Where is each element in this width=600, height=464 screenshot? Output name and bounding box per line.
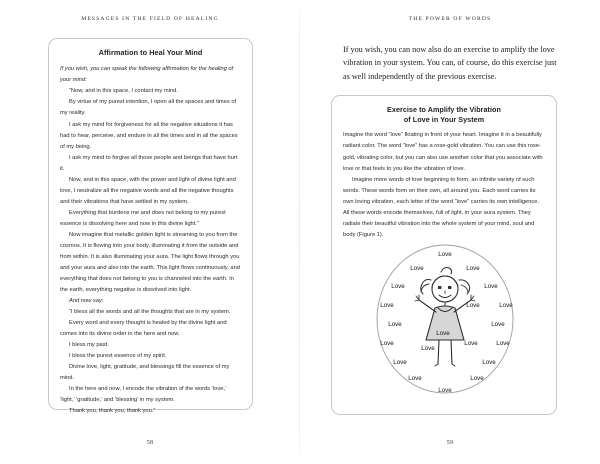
eye-right bbox=[448, 286, 451, 289]
love-word: Love bbox=[466, 264, 480, 272]
affirmation-paragraph-12: I bless the purest essence of my spirit. bbox=[69, 353, 167, 360]
affirmation-paragraph-0: If you wish, you can speak the following affirmation for the healing of your mind: bbox=[60, 66, 234, 84]
affirmation-paragraph-3: I ask my mind for forgiveness for all the negative situations it has had to hear, perceive, and endure in all the times and in all the spaces of my being. bbox=[60, 121, 238, 150]
hand-right bbox=[471, 295, 475, 301]
affirmation-paragraph-6: Everything that burdens me and does not belong to my purest essence is dissolving here and now in this divine light.” bbox=[60, 209, 226, 227]
love-word: Love bbox=[436, 329, 450, 337]
affirmation-paragraph-2: By virtue of my purest intention, I open all the spaces and times of my reality. bbox=[60, 99, 237, 117]
affirmation-paragraph-4: I ask my mind to forgive all those people and beings that have hurt it. bbox=[60, 154, 238, 172]
right-page-folio: 59 bbox=[446, 440, 454, 446]
left-page-folio: 58 bbox=[146, 440, 154, 446]
love-exercise-panel bbox=[331, 95, 557, 415]
love-word: Love bbox=[438, 250, 452, 258]
love-exercise-paragraph-1: Imagine more words of love beginning to form, an infinite variety of such words. These words form on their own, all around you. Each word carries its own loving vibration, each letter of the word “love” carries its own intelligence. All these words encode themselves, full of light, in your aura system. They radiate their beautiful vibration into the whole system of your mind, soul and body (Figure 1). bbox=[343, 176, 540, 238]
hair-strand-left-2 bbox=[421, 284, 429, 292]
affirmation-paragraph-1: “Now, and in this space, I contact my mind. bbox=[69, 88, 178, 95]
love-word: Love bbox=[464, 339, 478, 347]
love-exercise-panel-title bbox=[343, 105, 545, 125]
love-word: Love bbox=[410, 264, 424, 272]
love-word: Love bbox=[380, 301, 394, 309]
hair-strand-right-2 bbox=[461, 285, 468, 293]
affirmation-paragraph-5: Now, and in this space, with the power and light of divine light and love, I neutralize all the negative words and all the negative thoughts and their vibrations that have settled in my system. bbox=[60, 176, 236, 205]
love-word: Love bbox=[470, 374, 484, 382]
love-word: Love bbox=[380, 339, 394, 347]
foot-right bbox=[452, 364, 455, 366]
love-word: Love bbox=[421, 344, 435, 352]
love-word: Love bbox=[482, 358, 496, 366]
love-exercise-paragraph-0: Imagine the word “love” floating in front of your heart. Imagine it in a beautifully radiant color. The word “love” has a rose-gold vibration. You can use this rose-gold, vibrating color, but you can also use another color that you associate with love or that feels to you like the vibration of love. bbox=[343, 132, 543, 172]
hair-bun bbox=[441, 267, 452, 274]
love-word: Love bbox=[491, 320, 505, 328]
love-word: Love bbox=[499, 301, 513, 309]
love-aura-figure-svg bbox=[343, 244, 547, 396]
affirmation-paragraph-15: Thank you, thank you, thank you.” bbox=[69, 408, 156, 415]
love-word: Love bbox=[391, 282, 405, 290]
right-page-intro-paragraph: If you wish, you can now also do an exercise to amplify the love vibration in your system. You can, of course, do this exercise just as well independently of the previous exercise. bbox=[343, 45, 557, 81]
leg-left bbox=[438, 340, 439, 364]
affirmation-paragraph-10: Every word and every thought is healed by the divine light and comes into its divine order in the here and now. bbox=[60, 320, 227, 338]
affirmation-paragraph-14: In the here and now, I encode the vibration of the words ‘love,’ ‘light,’ ‘gratitude,’ and ‘blessing’ in my system. bbox=[60, 386, 227, 404]
right-page bbox=[300, 0, 600, 464]
love-word: Love bbox=[484, 282, 498, 290]
affirmation-panel bbox=[48, 38, 253, 415]
affirmation-paragraph-7: Now imagine that metallic golden light is streaming to you from the cosmos. It is flowing into your body, illuminating it from the outside and from within. It is also illuminating your aura. The light flows through you and your aura and also into the earth. This light flows continuously, and everything that does not belong to you is channeled into the earth. In the earth, everything negative is dissolved into light. bbox=[60, 231, 240, 293]
love-exercise-title-line-1: Exercise to Amplify the Vibration bbox=[387, 105, 501, 114]
love-aura-figure bbox=[343, 244, 547, 396]
eye-left bbox=[438, 286, 441, 289]
affirmation-paragraph-8: And now say: bbox=[69, 298, 104, 305]
affirmation-paragraph-9: “I bless all the words and all the thoughts that are in my system. bbox=[69, 309, 231, 316]
affirmation-paragraph-13: Divine love, light, gratitude, and blessings fill the essence of my mind. bbox=[60, 364, 230, 382]
love-word: Love bbox=[393, 358, 407, 366]
love-word: Love bbox=[466, 301, 480, 309]
hair-strand-left bbox=[421, 279, 431, 294]
leg-right bbox=[451, 340, 452, 364]
affirmation-paragraph-11: I bless my past. bbox=[69, 342, 109, 349]
left-page-running-head: MESSAGES IN THE FIELD OF HEALING bbox=[81, 16, 219, 22]
love-exercise-title-line-2: of Love in Your System bbox=[403, 115, 485, 125]
affirmation-panel-title: Affirmation to Heal Your Mind bbox=[98, 48, 203, 57]
love-word: Love bbox=[496, 339, 510, 347]
foot-left bbox=[435, 364, 438, 366]
hand-left bbox=[415, 295, 419, 301]
arm-left bbox=[419, 300, 436, 312]
love-word: Love bbox=[438, 386, 452, 394]
love-word: Love bbox=[408, 374, 422, 382]
love-word: Love bbox=[388, 320, 402, 328]
right-page-running-head: THE POWER OF WORDS bbox=[408, 16, 492, 22]
